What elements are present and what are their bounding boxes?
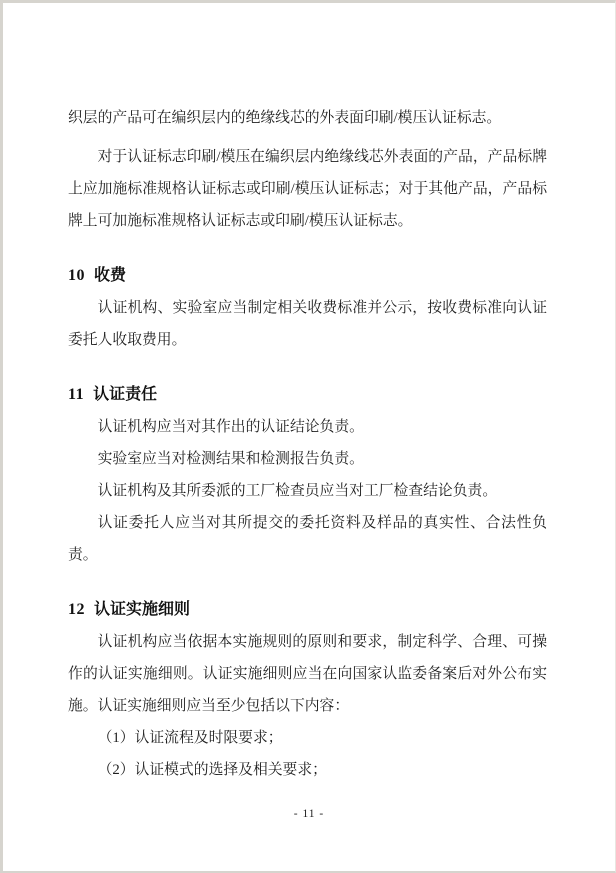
paragraph-responsibility-1: 认证机构应当对其作出的认证结论负责。 bbox=[97, 419, 364, 435]
section-title: 收费 bbox=[94, 267, 127, 284]
page-content bbox=[3, 3, 615, 786]
paragraph-fees: 认证机构、实验室应当制定相关收费标准并公示，按收费标准向认证委托人收取费用。 bbox=[68, 300, 547, 348]
intro-paragraph-continuation: 织层的产品可在编织层内的绝缘线芯的外表面印刷/模压认证标志。 bbox=[68, 110, 502, 126]
section-title: 认证责任 bbox=[93, 386, 158, 403]
paragraph-responsibility-4: 认证委托人应当对其所提交的委托资料及样品的真实性、合法性负责。 bbox=[68, 515, 547, 563]
section-number: 12 bbox=[68, 601, 85, 618]
paragraph-implementation-rules: 认证机构应当依据本实施规则的原则和要求，制定科学、合理、可操作的认证实施细则。认证实施细则应当在向国家认监委备案后对外公布实施。认证实施细则应当至少包括以下内容： bbox=[68, 634, 547, 714]
section-number: 11 bbox=[68, 386, 85, 403]
section-title: 认证实施细则 bbox=[94, 601, 191, 618]
section-heading-implementation-rules bbox=[68, 594, 547, 626]
section-heading-fees bbox=[68, 260, 547, 292]
paragraph-responsibility-3: 认证机构及其所委派的工厂检查员应当对工厂检查结论负责。 bbox=[97, 483, 498, 499]
section-heading-responsibility bbox=[68, 379, 547, 411]
intro-paragraph: 对于认证标志印刷/模压在编织层内绝缘线芯外表面的产品，产品标牌上应加施标准规格认证标志或印刷/模压认证标志；对于其他产品，产品标牌上可加施标准规格认证标志或印刷/模压认证标志。 bbox=[68, 149, 547, 229]
list-item-1: （1）认证流程及时限要求； bbox=[97, 730, 283, 746]
page-number-footer: - 11 - bbox=[293, 808, 325, 820]
section-number: 10 bbox=[68, 267, 85, 284]
list-item-2: （2）认证模式的选择及相关要求； bbox=[97, 762, 327, 778]
paragraph-responsibility-2: 实验室应当对检测结果和检测报告负责。 bbox=[97, 451, 364, 467]
